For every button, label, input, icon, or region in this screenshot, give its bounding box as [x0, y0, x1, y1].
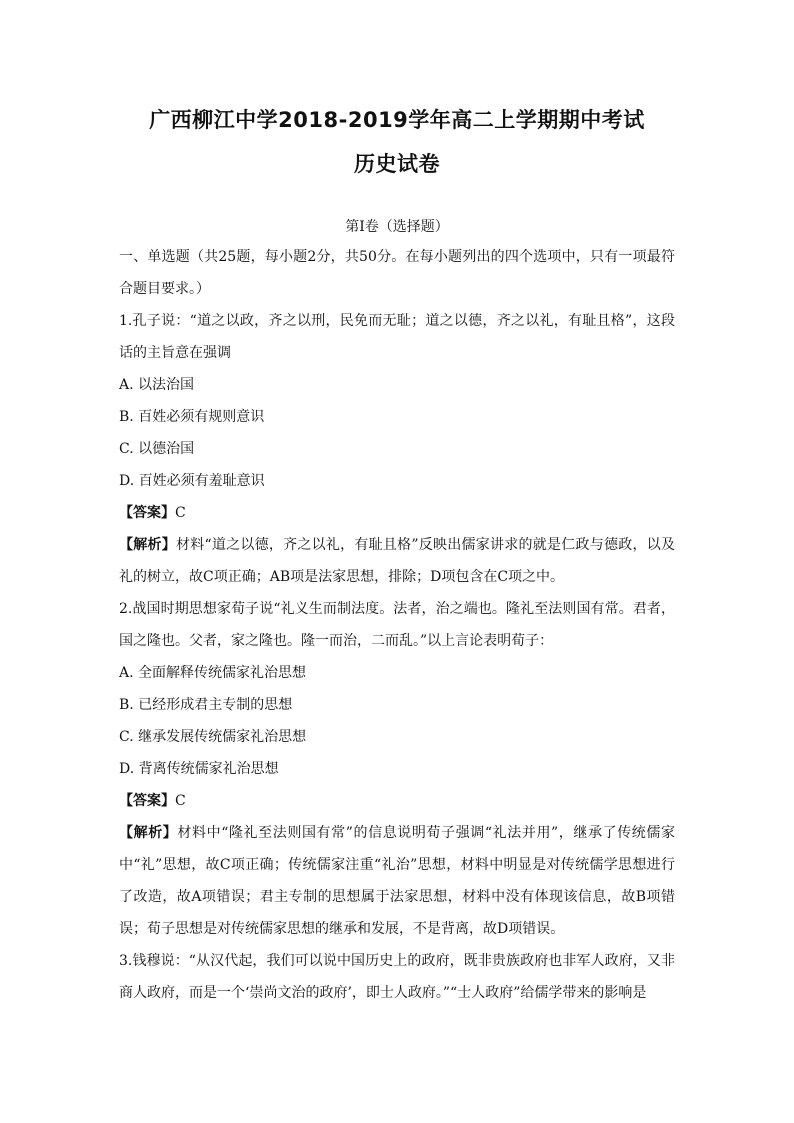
analysis-tag: 【解析】 [119, 825, 178, 841]
analysis-text: 材料中“隆礼至法则国有常”的信息说明荀子强调“礼法并用”，继承了传统儒家中“礼”思想，故C项正确；传统儒家注重“礼治”思想，材料中明显是对传统儒学思想进行了改造，故A项错误；君主专制的思想属于法家思想，材料中没有体现该信息，故B项错误；荀子思想是对传统儒家思想的继承和发展，不是背离，故D项错误。 [119, 825, 675, 937]
question-option: D. 背离传统儒家礼治思想 [119, 761, 279, 777]
answer-value: C [175, 793, 186, 809]
question-option: A. 以法治国 [119, 377, 195, 393]
answer-line [119, 785, 675, 817]
answer-tag: 【答案】 [119, 505, 175, 521]
answer-value: C [175, 505, 186, 521]
exam-body [119, 241, 675, 1009]
analysis-tag: 【解析】 [119, 537, 176, 553]
section-instructions: 一、单选题（共25题，每小题2分，共50分。在每小题列出的四个选项中，只有一项最符合题目要求。） [119, 249, 675, 297]
question-option: C. 以德治国 [119, 441, 195, 457]
exam-title: 广西柳江中学2018-2019学年高二上学期期中考试 [149, 108, 645, 132]
exam-subject: 历史试卷 [354, 152, 440, 176]
analysis-line [119, 529, 675, 593]
question-option: D. 百姓必须有羞耻意识 [119, 473, 265, 489]
question-stem: 1.孔子说：“道之以政，齐之以刑，民免而无耻；道之以德，齐之以礼，有耻且格”，这段话的主旨意在强调 [119, 313, 675, 361]
question-stem: 3.钱穆说：“从汉代起，我们可以说中国历史上的政府，既非贵族政府也非军人政府，又非商人政府，而是一个‘崇尚文治的政府’，即士人政府。”“士人政府”给儒学带来的影响是 [119, 953, 675, 1001]
analysis-text: 材料“道之以德，齐之以礼，有耻且格”反映出儒家讲求的就是仁政与德政，以及礼的树立，故C项正确；AB项是法家思想，排除；D项包含在C项之中。 [119, 537, 676, 585]
section-label: 第Ⅰ卷（选择题） [345, 219, 449, 235]
question-stem: 2.战国时期思想家荀子说“礼义生而制法度。法者，治之端也。隆礼至法则国有常。君者，国之隆也。父者，家之隆也。隆一而治，二而乱。”以上言论表明荀子： [119, 601, 675, 649]
question-option: C. 继承发展传统儒家礼治思想 [119, 729, 307, 745]
analysis-line [119, 817, 675, 945]
question-option: B. 百姓必须有规则意识 [119, 409, 265, 425]
answer-line [119, 497, 675, 529]
answer-tag: 【答案】 [119, 793, 175, 809]
question-option: B. 已经形成君主专制的思想 [119, 697, 293, 713]
question-option: A. 全面解释传统儒家礼治思想 [119, 665, 307, 681]
